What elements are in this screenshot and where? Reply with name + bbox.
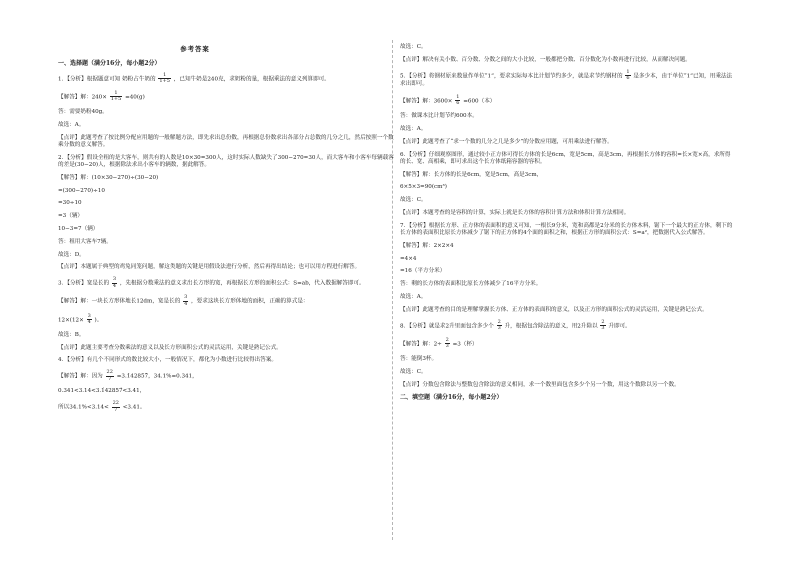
denominator: 1+5 xyxy=(110,96,122,103)
q2-analysis: 2．【分析】假设全租的是大客车，则共有的人数是10×30=300人，这时实际人数缺失了300−270=30人，而大客车和小客车每辆载客的差是(30−20)人，根据除法求出小客车的辆数，据此解答。 xyxy=(58,154,394,168)
q7-comment: 【点评】此题考查的目的是理解掌握长方体、正方体的表面积的意义，以及正方形的面积公式的灵活运用，关键是熟记公式。 xyxy=(400,306,708,313)
text: =3（杯） xyxy=(452,341,478,348)
text: 所以34.1%<3.14< xyxy=(58,404,109,411)
q2-comment: 【点评】本题属于典型的鸡兔同笼问题，解这类题的关键是用假设法进行分析，然后再得出结论；也可以用方程进行解答。 xyxy=(58,264,361,271)
text: 1．【分析】根据题意可知 奶粉占牛奶的 xyxy=(58,76,156,83)
text: )。 xyxy=(94,316,103,323)
text: ，要求这块长方形体地的面积，正确的算式是： xyxy=(191,298,309,305)
q2-solution: 【解答】解：(10×30−270)÷(30−20) xyxy=(58,174,159,181)
q6-solution: 【解答】解：长方体的长是6cm，宽是5cm，高是3cm， xyxy=(400,171,543,178)
fraction xyxy=(87,314,92,326)
q5-analysis xyxy=(400,70,736,89)
fraction xyxy=(600,320,605,332)
text: 12×(12× xyxy=(58,316,84,323)
q1-analysis xyxy=(58,73,394,85)
text: 【解答】解：3600× xyxy=(400,98,453,105)
text: 5．【分析】将钢材原来数量作单位“1”，要求实际每本比计划节约多少，就是求节约钢材的 xyxy=(400,73,623,79)
section-heading: 二、填空题（满分16分，每小题2分） xyxy=(400,394,503,402)
left-column xyxy=(58,60,394,419)
q4-step: 0.341<3.14<3.1̇42857̇<3.41， xyxy=(58,388,146,395)
text: 【解答】解：2÷ xyxy=(400,341,442,348)
q8-analysis xyxy=(400,320,736,332)
q3-analysis xyxy=(58,277,394,289)
q7-solution: 【解答】解：2×2×4 xyxy=(400,242,454,249)
numerator: 1 xyxy=(626,68,630,75)
q1-answer: 答：需要奶粉40g。 xyxy=(58,109,108,116)
section-heading: 一、选择题（满分16分，每小题2分） xyxy=(58,60,161,67)
q5-solution xyxy=(400,95,736,107)
text: 【解答】解：一块长方形体地长12dm，宽是长的 xyxy=(58,298,181,305)
fraction xyxy=(183,295,188,307)
q8-comment: 【点评】分数包含除法与整数包含除法的意义相同，求一个数里面包含多少个另一个数，用这个数除以另一个数。 xyxy=(400,381,680,388)
q1-comment: 【点评】此题考查了按比例分配应用题的一般解题方法，即先求出总份数，再根据总份数求出各部分占总数的几分之几，然后按照一个数乘分数的意义解答。 xyxy=(58,134,394,148)
q4-choice: 故选：C。 xyxy=(400,44,427,50)
numerator: 1 xyxy=(456,94,460,100)
q4-step xyxy=(58,401,394,413)
page-title: 参考答案 xyxy=(180,45,210,53)
numerator: 2 xyxy=(601,318,605,325)
q3-comment: 【点评】此题主要考查分数乘法的意义以及长方形面积公式的灵活运用，关键是熟记公式。 xyxy=(58,344,282,351)
q7-answer: 答：剩的长方体的表面积比原长方体减少了16平方分米。 xyxy=(400,281,542,288)
q2-choice: 故选：D。 xyxy=(58,251,85,258)
q3-solution xyxy=(58,295,394,307)
text: =600（本） xyxy=(463,98,496,105)
q6-choice: 故选：C。 xyxy=(400,197,427,204)
denominator: 4 xyxy=(87,318,91,325)
text: 3．【分析】宽是长的 xyxy=(58,280,110,287)
numerator: 3 xyxy=(112,276,117,283)
q5-comment: 【点评】此题考查了“求一个数的几分之几是多少”的分数应用题，可用乘法进行解答。 xyxy=(400,138,613,145)
q1-solution xyxy=(58,91,394,103)
denominator: 1+5 xyxy=(159,78,170,85)
text: ，已知牛奶是240克，求奶粉的量，根据乘法的意义列算即可。 xyxy=(173,76,330,83)
q8-choice: 故选：C。 xyxy=(400,368,427,375)
denominator: 7 xyxy=(108,375,112,382)
q1-choice: 故选：A。 xyxy=(58,122,85,128)
q3-formula xyxy=(58,314,394,326)
fraction xyxy=(110,91,123,103)
numerator: 2 xyxy=(497,318,501,325)
text: 升即可。 xyxy=(608,322,631,329)
fraction xyxy=(497,320,502,332)
fraction xyxy=(625,70,630,82)
q8-answer: 答：能倒3杯。 xyxy=(400,355,438,362)
q4-comment: 【点评】解决有关小数、百分数、分数之间的大小比较，一般都把分数、百分数化为小数再进行比较，从而解决问题。 xyxy=(400,56,691,63)
right-column xyxy=(400,44,736,407)
q7-step: =4×4 xyxy=(400,255,417,262)
fraction xyxy=(112,401,120,413)
q8-solution xyxy=(400,338,736,350)
text: <3.41。 xyxy=(122,404,146,411)
denominator: 6 xyxy=(626,75,630,81)
denominator: 3 xyxy=(445,343,449,350)
numerator: 3 xyxy=(184,294,188,301)
q3-choice: 故选：B。 xyxy=(58,331,85,338)
denominator: 7 xyxy=(114,406,118,413)
q5-answer: 答：做课本比计划节约600本。 xyxy=(400,113,478,120)
text: 升，根据包含除法的意义，用2升除以 xyxy=(504,322,598,329)
q2-answer: 答：租用大客车7辆。 xyxy=(58,238,112,245)
text: =3.1̇42857̇，34.1%=0.341， xyxy=(116,373,198,380)
denominator: 6 xyxy=(456,100,460,107)
numerator: 2 xyxy=(445,336,449,343)
q5-choice: 故选：A。 xyxy=(400,126,427,132)
numerator: 3 xyxy=(87,312,91,319)
text: ，先根据分数乘法的意义求出长方形的宽，再根据长方形的面积公式：S=ab，代入数据解答即可。 xyxy=(119,280,365,287)
text: 【解答】解：因为 xyxy=(58,373,103,380)
text: =40(g) xyxy=(125,94,145,101)
q7-choice: 故选：A。 xyxy=(400,293,427,300)
q6-comment: 【点评】本题考查的是容积的计算，实际上就是长方体的容积计算方法和体积计算方法相同。 xyxy=(400,209,630,216)
text: 8．【分析】就是求2升里面包含多少个 xyxy=(400,322,494,329)
fraction xyxy=(106,370,114,382)
numerator: 1 xyxy=(110,91,123,97)
fraction xyxy=(445,338,450,350)
fraction xyxy=(158,73,171,85)
denominator: 4 xyxy=(184,300,188,307)
denominator: 4 xyxy=(112,282,117,289)
q6-analysis: 6．【分析】仔细观察图形，通过较小正方体可得长方体的长是6cm，宽是5cm，高是3cm，再根据长方体的容积=长×宽×高，求所得的长、宽、高相乘，即可求出这个长方体纸箱容器的容积。 xyxy=(400,151,731,165)
q4-analysis: 4．【分析】有几个不同形式的数比较大小，一般情况下，都化为小数进行比较得出答案。 xyxy=(58,357,277,364)
fraction xyxy=(112,277,117,289)
numerator: 22 xyxy=(106,369,113,376)
text: 【解答】解：240× xyxy=(58,94,107,101)
q4-solution xyxy=(58,370,394,382)
denominator: 3 xyxy=(497,324,501,331)
q2-step: =30÷10 xyxy=(58,200,82,207)
q2-step: =3（辆） xyxy=(58,213,84,220)
q2-step: =(300−270)÷10 xyxy=(58,187,105,194)
fraction xyxy=(455,95,460,107)
q7-analysis: 7．【分析】根据长方形、正方体的表面积的意义可知，一根长9分米，宽和高都是2分米的长方体木料，锯下一个最大的正方体，剩下的长方体的表面积比原长方体减少了锯下的正方体的4个面的面积之和，根据正方形的面积公式：S=a²，把数据代入公式解答。 xyxy=(400,222,733,236)
text: 是多少本，由于单位“1”已知，用乘法法求出即可。 xyxy=(400,73,733,88)
q7-step: =16（平方分米） xyxy=(400,268,446,275)
q2-step: 10−3=7（辆） xyxy=(58,225,99,232)
denominator: 3 xyxy=(601,324,605,331)
q6-formula: 6×5×3=90(cm³) xyxy=(400,184,447,191)
numerator: 1 xyxy=(158,73,171,79)
numerator: 22 xyxy=(112,400,119,407)
